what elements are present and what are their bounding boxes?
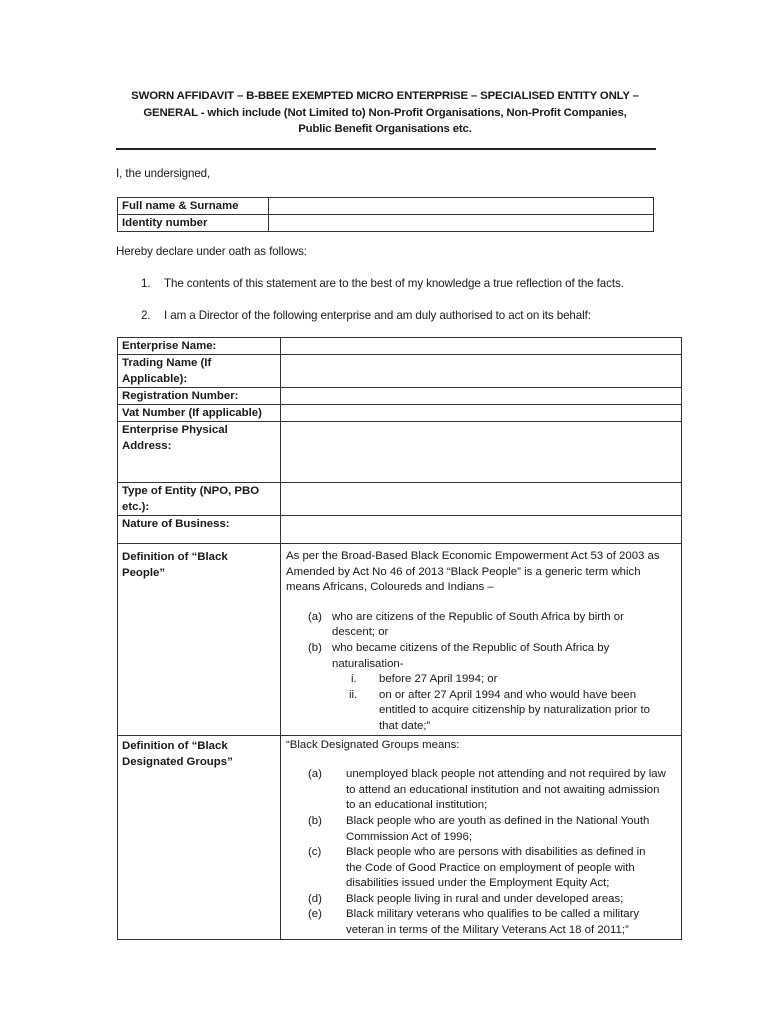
vat-number-label: Vat Number (If applicable) bbox=[118, 405, 281, 422]
list-item bbox=[286, 814, 677, 845]
black-people-criteria bbox=[286, 610, 677, 735]
trading-name-label-line-1: Trading Name (If bbox=[122, 357, 212, 369]
identity-table bbox=[117, 197, 654, 232]
list-item-line: who became citizens of the Republic of South Africa by bbox=[332, 641, 610, 654]
list-marker: (b) bbox=[308, 641, 322, 654]
statement-2-text: I am a Director of the following enterprise and am duly authorised to act on its behalf: bbox=[164, 309, 591, 322]
list-item-line: entitled to acquire citizenship by naturalization prior to bbox=[379, 704, 650, 717]
list-item-line: on or after 27 April 1994 and who would have been bbox=[379, 688, 637, 701]
list-item-line: Black people living in rural and under developed areas; bbox=[346, 892, 624, 905]
list-item bbox=[286, 641, 677, 672]
list-item-line: who are citizens of the Republic of South Africa by birth or bbox=[332, 610, 624, 623]
entity-type-label bbox=[118, 483, 281, 516]
title-line-3: Public Benefit Organisations etc. bbox=[298, 123, 472, 135]
list-item bbox=[286, 892, 677, 908]
entity-type-label-line-2: etc.): bbox=[122, 501, 150, 513]
list-item-line: to an educational institution; bbox=[346, 799, 488, 812]
list-item bbox=[286, 610, 677, 641]
statement-2-number: 2. bbox=[141, 309, 151, 322]
intro-text: I, the undersigned, bbox=[116, 167, 211, 180]
black-people-intro-line-3: means Africans, Coloureds and Indians – bbox=[286, 581, 494, 594]
entity-type-field[interactable] bbox=[281, 483, 682, 516]
list-item-line: Commission Act of 1996; bbox=[346, 830, 472, 843]
table-row bbox=[118, 422, 682, 483]
registration-number-label: Registration Number: bbox=[118, 388, 281, 405]
list-item-line: descent; or bbox=[332, 626, 389, 639]
table-row bbox=[118, 215, 654, 232]
statement-1-text: The contents of this statement are to the best of my knowledge a true reflection of the facts. bbox=[164, 277, 624, 290]
list-item bbox=[286, 767, 677, 814]
table-row bbox=[118, 198, 654, 215]
identity-number-label: Identity number bbox=[118, 215, 269, 232]
list-item-line: disabilities issued under the Employment Equity Act; bbox=[346, 877, 610, 890]
physical-address-label bbox=[118, 422, 281, 483]
entity-type-label-line-1: Type of Entity (NPO, PBO bbox=[122, 485, 260, 497]
trading-name-label bbox=[118, 355, 281, 388]
list-item-line: the Code of Good Practice on employment of people with bbox=[346, 861, 635, 874]
title-line-2: GENERAL - which include (Not Limited to) Non-Profit Organisations, Non-Profit Companies, bbox=[143, 106, 627, 119]
list-marker: (e) bbox=[308, 908, 322, 921]
table-row bbox=[118, 388, 682, 405]
document-title bbox=[100, 88, 670, 138]
nature-of-business-field[interactable] bbox=[281, 516, 682, 544]
list-marker: (c) bbox=[308, 846, 322, 859]
enterprise-name-label: Enterprise Name: bbox=[118, 338, 281, 355]
table-row bbox=[118, 483, 682, 516]
enterprise-name-field[interactable] bbox=[281, 338, 682, 355]
title-line-1: SWORN AFFIDAVIT – B-BBEE EXEMPTED MICRO ENTERPRISE – SPECIALISED ENTITY ONLY – bbox=[131, 90, 639, 102]
list-item bbox=[286, 672, 677, 688]
list-marker: ii. bbox=[349, 688, 358, 701]
enterprise-table bbox=[117, 337, 682, 940]
title-divider bbox=[116, 148, 656, 150]
physical-address-field[interactable] bbox=[281, 422, 682, 483]
physical-address-label-line-2: Address: bbox=[122, 440, 172, 452]
list-item bbox=[286, 845, 677, 892]
list-item-line: unemployed black people not attending and not required by law bbox=[346, 768, 666, 781]
registration-number-field[interactable] bbox=[281, 388, 682, 405]
table-row bbox=[118, 516, 682, 544]
full-name-field[interactable] bbox=[269, 198, 654, 215]
list-marker: i. bbox=[351, 673, 357, 686]
vat-number-field[interactable] bbox=[281, 405, 682, 422]
full-name-label: Full name & Surname bbox=[118, 198, 269, 215]
list-item-line: that date;” bbox=[379, 719, 431, 732]
list-marker: (b) bbox=[308, 814, 322, 827]
black-people-label-line-1: Definition of “Black bbox=[122, 551, 228, 563]
identity-number-field[interactable] bbox=[269, 215, 654, 232]
black-people-label bbox=[118, 544, 281, 736]
table-row bbox=[118, 338, 682, 355]
black-people-intro-line-1: As per the Broad-Based Black Economic Empowerment Act 53 of 2003 as bbox=[286, 550, 660, 562]
trading-name-field[interactable] bbox=[281, 355, 682, 388]
list-item-line: Black military veterans who qualifies to be called a military bbox=[346, 908, 640, 921]
list-item bbox=[286, 688, 677, 735]
black-groups-definition bbox=[281, 735, 682, 939]
table-row bbox=[118, 544, 682, 736]
black-groups-label bbox=[118, 735, 281, 939]
list-marker: (d) bbox=[308, 892, 322, 905]
black-people-label-line-2: People” bbox=[122, 567, 166, 579]
list-item-line: veteran in terms of the Military Veterans Act 18 of 2011;” bbox=[346, 924, 629, 937]
trading-name-label-line-2: Applicable): bbox=[122, 373, 188, 385]
list-item-line: to attend an educational institution and not awaiting admission bbox=[346, 783, 660, 796]
list-item-line: Black people who are youth as defined in the National Youth bbox=[346, 814, 650, 827]
nature-of-business-label: Nature of Business: bbox=[118, 516, 281, 544]
list-item-line: naturalisation- bbox=[332, 657, 404, 670]
black-people-definition bbox=[281, 544, 682, 736]
table-row bbox=[118, 405, 682, 422]
list-item bbox=[286, 907, 677, 938]
list-item-line: before 27 April 1994; or bbox=[379, 673, 498, 686]
list-marker: (a) bbox=[308, 768, 322, 781]
table-row bbox=[118, 355, 682, 388]
declare-text: Hereby declare under oath as follows: bbox=[116, 245, 307, 258]
table-row bbox=[118, 735, 682, 939]
black-people-intro-line-2: Amended by Act No 46 of 2013 “Black People” is a generic term which bbox=[286, 565, 641, 578]
black-groups-intro: “Black Designated Groups means: bbox=[286, 738, 460, 751]
physical-address-label-line-1: Enterprise Physical bbox=[122, 424, 228, 436]
black-groups-label-line-1: Definition of “Black bbox=[122, 739, 228, 752]
list-item-line: Black people who are persons with disabilities as defined in bbox=[346, 846, 646, 859]
statement-1-number: 1. bbox=[141, 277, 151, 290]
black-groups-list bbox=[286, 767, 677, 939]
black-groups-label-line-2: Designated Groups” bbox=[122, 755, 233, 768]
list-marker: (a) bbox=[308, 610, 322, 623]
